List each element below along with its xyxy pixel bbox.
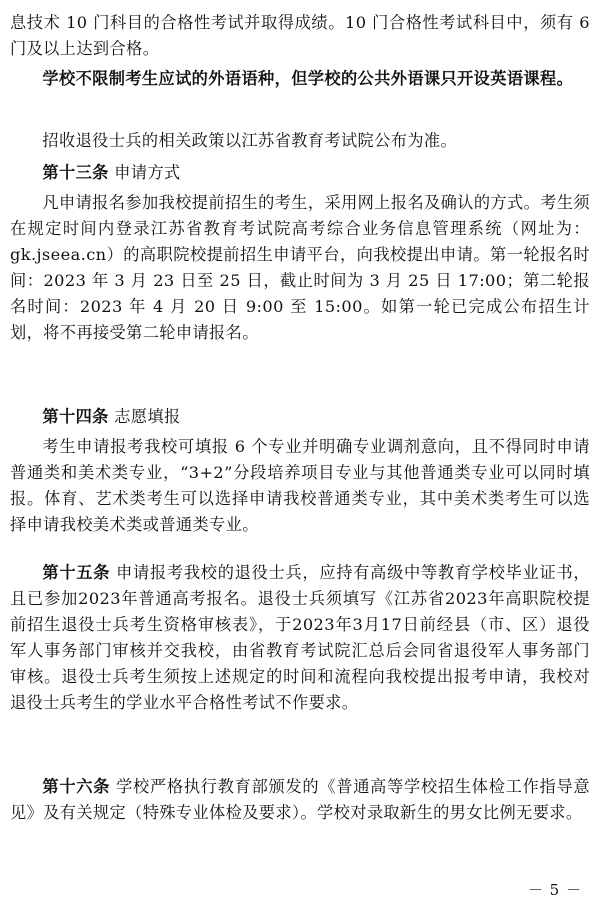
article-16-number: 第十六条 — [42, 777, 111, 796]
article-13-heading — [10, 160, 590, 186]
article-16-paragraph — [10, 774, 590, 826]
article-14-heading — [10, 404, 590, 430]
article-13-title: 申请方式 — [114, 163, 181, 182]
article-15-paragraph — [10, 560, 590, 716]
article-15-body: 申请报考我校的退役士兵，应持有高级中等教育学校毕业证书，且已参加2023年普通高考报名。退役士兵须填写《江苏省2023年高职院校提前招生退役士兵考生资格审核表》，于2023年3月17日前经县（市、区）退役军人事务部门审核并交我校，由省教育考试院汇总后会同省退役军人事务部门审核。退役士兵考生须按上述规定的时间和流程向我校提出报考申请，我校对退役士兵考生的学业水平合格性考试不作要求。 — [10, 563, 591, 712]
article-14-title: 志愿填报 — [114, 407, 181, 426]
article-15-number: 第十五条 — [42, 563, 111, 582]
intro-continuation-paragraph: 息技术 10 门科目的合格性考试并取得成绩。10 门合格性考试科目中，须有 6 门及以上达到合格。 — [10, 13, 590, 58]
article-13-body: 凡申请报名参加我校提前招生的考生，采用网上报名及确认的方式。考生须在规定时间内登录江苏省教育考试院高考综合业务信息管理系统（网址为：gk.jseea.cn）的高职院校提前招生申请平台，向我校提出申请。第一轮报名时间：2023 年 3 月 23 日至 25 日，截止时间为 3 月 25 日 17:00；第二轮报名时间：2023 年 4 月 20 日 9:00 至 15:00。如第一轮已完成公布招生计划，将不再接受第二轮申请报名。 — [10, 193, 590, 342]
article-13-number: 第十三条 — [42, 163, 109, 182]
foreign-language-paragraph: 学校不限制考生应试的外语语种，但学校的公共外语课只开设英语课程。 — [42, 69, 574, 88]
veteran-policy-paragraph: 招收退役士兵的相关政策以江苏省教育考试院公布为准。 — [42, 131, 458, 150]
article-16-body: 学校严格执行教育部颁发的《普通高等学校招生体检工作指导意见》及有关规定（特殊专业体检及要求）。学校对录取新生的男女比例无要求。 — [10, 777, 591, 822]
article-14-body: 考生申请报考我校可填报 6 个专业并明确专业调剂意向，且不得同时申请普通类和美术类专业，“3+2”分段培养项目专业与其他普通类专业可以同时填报。体育、艺术类考生可以选择申请我校普通类专业，其中美术类考生可以选择申请我校美术类或普通类专业。 — [10, 437, 590, 534]
page-number: － 5 － — [527, 881, 582, 899]
article-14-number: 第十四条 — [42, 407, 109, 426]
